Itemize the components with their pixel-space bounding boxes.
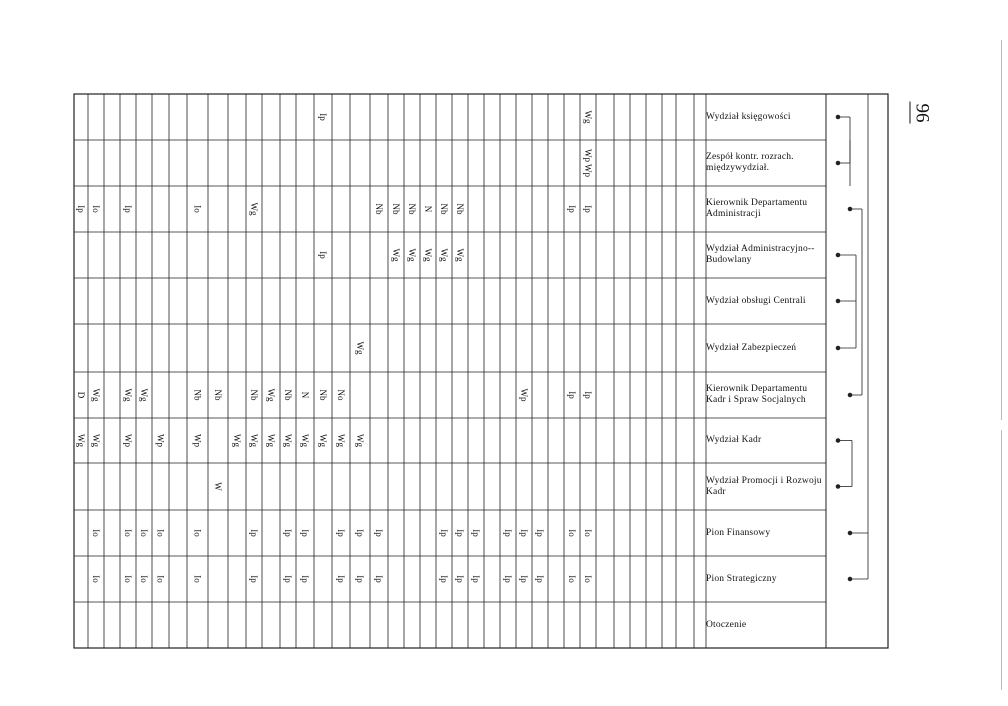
cell-code: Nb [213,389,223,401]
cell-code: Ip [583,205,593,213]
cell-code: Ip [567,205,577,213]
cell-code: Wg [583,110,593,124]
scan-edge-line [1001,430,1002,690]
row-label: Pion Strategiczny [706,573,777,584]
cell-code: Io [155,529,166,537]
cell-code: Io [192,529,203,537]
cell-code: Wg [266,388,276,402]
cell-code: Ip [519,529,529,537]
cell-code: Wg [232,434,242,447]
cell-code: Ip [583,391,593,399]
cell-code: Wg [355,341,365,355]
row-label: Kierownik Departamentu Administracji [706,198,808,219]
cell-code: Ip [567,391,577,399]
cell-code: D [76,391,86,399]
cell-code: Wg [355,434,365,447]
cell-code: Ip [355,575,365,583]
cell-code: Nb [374,203,384,215]
cell-code: Wp [192,434,203,447]
cell-code: Ip [318,113,328,121]
cell-code: Ip [439,529,449,537]
cell-code: Nb [391,203,401,215]
cell-code: Wg [76,434,86,447]
connector-dot [836,299,840,303]
connector-dot [836,485,840,489]
cell-code: Ip [535,529,545,537]
cell-code: Wg [249,202,259,216]
cell-code: Ip [455,529,465,537]
cell-code: Io [567,529,577,537]
cell-code: Ip [535,575,545,583]
cell-code: Wp [519,388,529,402]
cell-code: Wg [423,248,433,262]
cell-code: Wp [123,434,133,447]
cell-code: Ip [519,575,529,583]
cell-code: Ip [471,529,481,537]
row-label: Wydział Promocji i Rozwoju Kadr [706,475,822,497]
cell-code: Wp Wp [583,148,593,178]
cell-code: N [300,391,310,399]
cell-code: Wg [455,248,465,262]
cell-code: Io [192,575,203,583]
cell-code: W [213,482,223,491]
cell-code: Ip [336,575,346,583]
cell-code: Wg [318,434,328,447]
connector-dot [836,115,840,119]
cell-code: Ip [300,575,310,583]
cell-code: Nb [249,389,259,401]
cell-code: Nb [439,203,449,215]
connector-dot [848,393,852,397]
cell-code: Ip [249,575,259,583]
cell-code: Wg [139,388,149,402]
cell-code: Wg [391,248,401,262]
row-label: Wydział Administracyjno--Budowlany [706,244,815,265]
cell-code: Nb [192,389,203,401]
cell-code: Nb [318,389,328,401]
cell-code: Nb [283,389,293,401]
cell-code: Ip [283,575,293,583]
row-label: Zespół kontr. rozrach. międzywydział. [706,152,794,173]
page-number: 96 [911,103,933,123]
row-label: Pion Finansowy [706,527,771,538]
cell-codes [76,111,593,584]
cell-code: Io [91,529,101,537]
cell-code: Nb [407,203,417,215]
hierarchy-connectors [836,94,868,581]
row-label: Wydział obsługi Centrali [706,295,806,306]
connector-dot [836,161,840,165]
cell-code: Io [91,575,101,583]
connector-dot [848,531,852,535]
cell-code: Wg [407,248,417,262]
cell-code: Wg [300,434,310,447]
cell-code: Io [583,575,593,583]
cell-code: Ip [318,251,328,259]
cell-code: Ip [336,529,346,537]
cell-code: Io [91,205,101,213]
cell-code: Wg [249,434,259,447]
row-label: Wydział księgowości [706,111,791,122]
cell-code: Ip [123,205,133,213]
cell-code: Wg [336,434,346,447]
connector-dot [836,346,840,350]
cell-code: Ip [374,575,384,583]
cell-code: Wg [123,388,133,402]
cell-code: Ip [439,575,449,583]
cell-code: Io [139,529,149,537]
cell-code: Io [123,575,133,583]
cell-code: Io [583,529,593,537]
cell-code: Ip [471,575,481,583]
cell-code: Io [567,575,577,583]
cell-code: Io [192,205,203,213]
row-label: Kierownik Departamentu Kadr i Spraw Socjalnych [706,384,808,405]
cell-code: Ip [283,529,293,537]
cell-code: Ip [455,575,465,583]
row-label: Wydział Kadr [706,435,762,445]
row-label: Wydział Zabezpieczeń [706,342,797,353]
cell-code: Ip [374,529,384,537]
cell-code: N [423,205,433,213]
row-label: Otoczenie [706,619,747,630]
cell-code: Wg [266,434,276,447]
cell-code: Wg [91,388,101,402]
cell-code: Ip [300,529,310,537]
cell-code: Ip [503,575,513,583]
cell-code: Nb [455,203,465,215]
cell-code: Ip [355,529,365,537]
connector-dot [836,439,840,443]
cell-code: Io [139,575,149,583]
cell-code: Ip [249,529,259,537]
connector-dot [848,207,852,211]
cell-code: No [336,389,346,401]
cell-code: Ip [503,529,513,537]
connector-dot [848,577,852,581]
cell-code: Ip [76,205,86,213]
connector-dot [836,253,840,257]
cell-code: Wg [283,434,293,447]
cell-code: Wg [439,248,449,262]
cell-code: Wp [155,434,166,447]
cell-code: Io [155,575,166,583]
cell-code: Io [123,529,133,537]
scan-edge-line [1001,40,1002,420]
cell-code: Wg [91,434,101,447]
